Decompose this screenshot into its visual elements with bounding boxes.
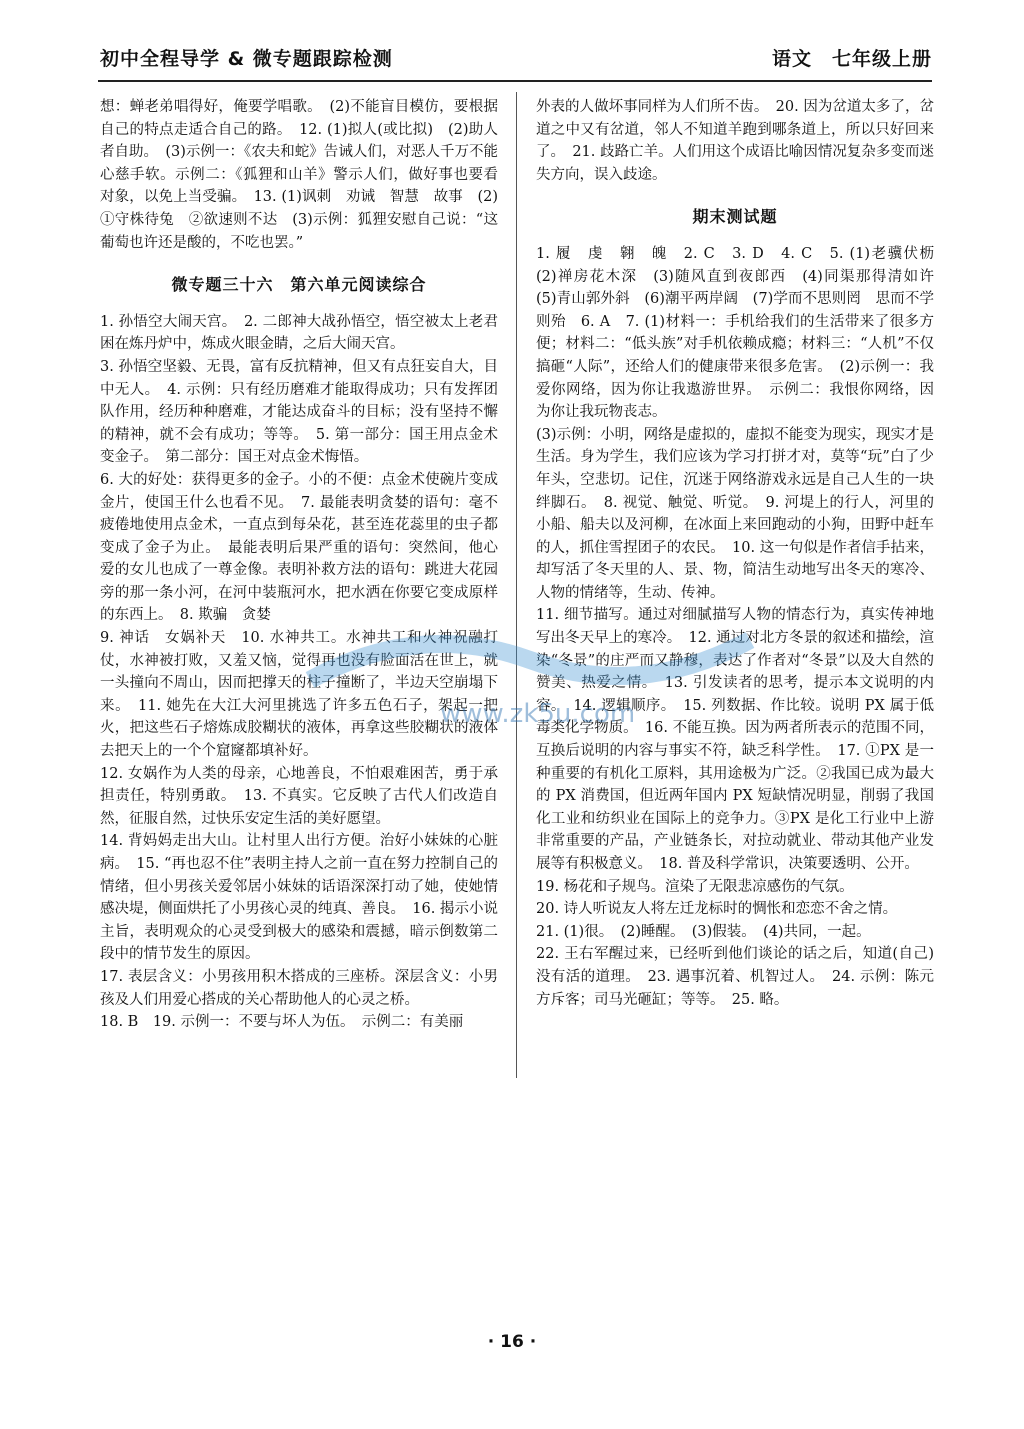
page-number: · 16 · [487,1332,537,1352]
header-rule [98,80,932,82]
watermark-text: www.zk5u.com [440,699,636,729]
subject-grade: 语文 七年级上册 [771,48,932,70]
answer-paragraph: 14. 背妈妈走出大山。让村里人出行方便。治好小妹妹的心脏病。 15. “再也忍不住”表明主持人之前一直在努力控制自己的情绪，但小男孩关爱邻居小妹妹的话语深深打动了她，使她情感决堤，侧面烘托了小男孩心灵的纯真、善良。 16. 揭示小说主旨，表明观众的心灵受到极大的感染和震撼，暗示倒数第二段中的情节发生的原因。 [100,833,498,963]
answer-paragraph: 1. 孙悟空大闹天宫。 2. 二郎神大战孙悟空，悟空被太上老君困在炼丹炉中，炼成火眼金睛，之后大闹天宫。 [100,313,498,353]
answer-paragraph: 9. 神话 女娲补天 10. 水神共工。水神共工和火神祝融打仗，水神被打败，又羞又恼，觉得再也没有脸面活在世上，就一头撞向不周山，因而把撑天的柱子撞断了，半边天空崩塌下来。 11. 她先在大江大河里挑选了许多五色石子，架起一把火，把这些石子熔炼成胶糊状的液体，再拿这些胶糊状的液体去把天上的一个个窟窿都填补好。 [100,630,498,760]
answer-paragraph: 12. 女娲作为人类的母亲，心地善良，不怕艰难困苦，勇于承担责任，特别勇敢。 13. 不真实。它反映了古代人们改造自然，征服自然，过快乐安定生活的美好愿望。 [100,765,498,827]
answer-paragraph: (3)示例：小明，网络是虚拟的，虚拟不能变为现实，现实才是生活。身为学生，我们应该为学习打拼才对，莫等“玩”白了少年头，空悲切。记住，沉迷于网络游戏永远是自己人生的一块绊脚石。 8. 视觉、触觉、听觉。 9. 河堤上的行人，河里的小船、船夫以及河柳，在冰面上来回跑动的小狗，田野中赶车的人，抓住雪捏团子的农民。 10. 这一句似是作者信手拈来，却写活了冬天里的人、景、物，简洁生动地写出冬天的寒冷、人物的情绪等，生动、传神。 [536,426,934,601]
left-column [100,96,498,1034]
section-heading: 微专题三十六 第六单元阅读综合 [171,275,427,295]
right-column [536,96,949,1011]
answer-paragraph: 3. 孙悟空坚毅、无畏，富有反抗精神，但又有点狂妄自大，目中无人。 4. 示例：只有经历磨难才能取得成功；只有发挥团队作用，经历种种磨难，才能达成奋斗的目标；没有坚持不懈的精神，就不会有成功；等等。 5. 第一部分：国王用点金术变金子。 第二部分：国王对点金术悔悟。 [100,358,498,466]
answer-paragraph: 1. 履 虔 翱 魄 2. C 3. D 4. C 5. (1)老骥伏枥 (2)禅房花木深 (3)随风直到夜郎西 (4)同渠那得清如许 (5)青山郭外斜 (6)潮平两岸阔 (7)学而不思则罔 思而不学则殆 6. A 7. (1)材料一：手机给我们的生活带来了很多方便；材料二：“低头族”对手机依赖成瘾；材料三：“人机”不仅搞砸“人际”，还给人们的健康带来很多危害。 (2)示例一：我爱你网络，因为你让我遨游世界。 示例二：我恨你网络，因为你让我玩物丧志。 [536,245,949,421]
answer-paragraph: 外表的人做坏事同样为人们所不齿。 20. 因为岔道太多了，岔道之中又有岔道，邻人不知道羊跑到哪条道上，所以只好回来了。 21. 歧路亡羊。人们用这个成语比喻因情况复杂多变而迷失方向，误入歧途。 [536,99,934,183]
page-header [100,44,932,74]
answer-paragraph: 20. 诗人听说友人将左迁龙标时的惆怅和恋恋不舍之情。 [536,901,898,918]
section-heading: 期末测试题 [692,207,778,227]
answer-paragraph: 19. 杨花和子规鸟。渲染了无限悲凉感伤的气氛。 [536,878,854,895]
book-title: 初中全程导学 & 微专题跟踪检测 [100,48,393,70]
answer-paragraph: 6. 大的好处：获得更多的金子。小的不便：点金术使碗片变成金片，使国王什么也看不见。 7. 最能表明贪婪的语句：毫不疲倦地使用点金术，一直点到每朵花，甚至连花蕊里的虫子都变成了金子为止。 最能表明后果严重的语句：突然间，他心爱的女儿也成了一尊金像。表明补救方法的语句：跳进大花园旁的那一条小河，在河中装瓶河水，把水洒在你要它变成原样的东西上。 8. 欺骗 贪婪 [100,471,498,624]
answer-paragraph: 18. B 19. 示例一：不要与坏人为伍。 示例二：有美丽 [100,1014,464,1031]
answer-paragraph: 21. (1)很。 (2)睡醒。 (3)假装。 (4)共同，一起。 [536,923,871,940]
answer-paragraph: 17. 表层含义：小男孩用积木搭成的三座桥。深层含义：小男孩及人们用爱心搭成的关心帮助他人的心灵之桥。 [100,968,498,1008]
column-divider [516,92,517,1078]
answer-paragraph: 11. 细节描写。通过对细腻描写人物的情态行为，真实传神地写出冬天早上的寒冷。 12. 通过对北方冬景的叙述和描绘，渲染“冬景”的庄严而又静穆，表达了作者对“冬景”以及大自然的赞美、热爱之情。 13. 引发读者的思考，提示本文说明的内容。 14. 逻辑顺序。 15. 列数据、作比较。说明 PX 属于低毒类化学物质。 16. 不能互换。因为两者所表示的范围不同，互换后说明的内容与事实不符，缺乏科学性。 17. ①PX 是一种重要的有机化工原料，其用途极为广泛。②我国已成为最大的 PX 消费国，但近两年国内 PX 短缺情况明显，削弱了我国化工业和纺织业在国际上的竞争力。③PX 是化工行业中上游非常重要的产品，产业链条长，对拉动就业、带动其他产业发展等有积极意义。 18. 普及科学常识，决策要透明、公开。 [536,607,934,872]
answer-paragraph: 22. 王右军醒过来，已经听到他们谈论的话之后，知道(自己)没有活的道理。 23. 遇事沉着、机智过人。 24. 示例：陈元方斥客；司马光砸缸；等等。 25. 略。 [536,946,934,1008]
answer-paragraph: 想：蝉老弟唱得好，俺要学唱歌。 (2)不能盲目模仿，要根据自己的特点走适合自己的路。 12. (1)拟人(或比拟) (2)助人者自助。 (3)示例一：《农夫和蛇》告诫人们，对恶人千万不能心慈手软。示例二：《狐狸和山羊》警示人们，做好事也要看对象，以免上当受骗。 13. (1)讽刺 劝诫 智慧 故事 (2)①守株待兔 ②欲速则不达 (3)示例：狐狸安慰自己说：“这葡萄也许还是酸的，不吃也罢。” [100,99,498,251]
